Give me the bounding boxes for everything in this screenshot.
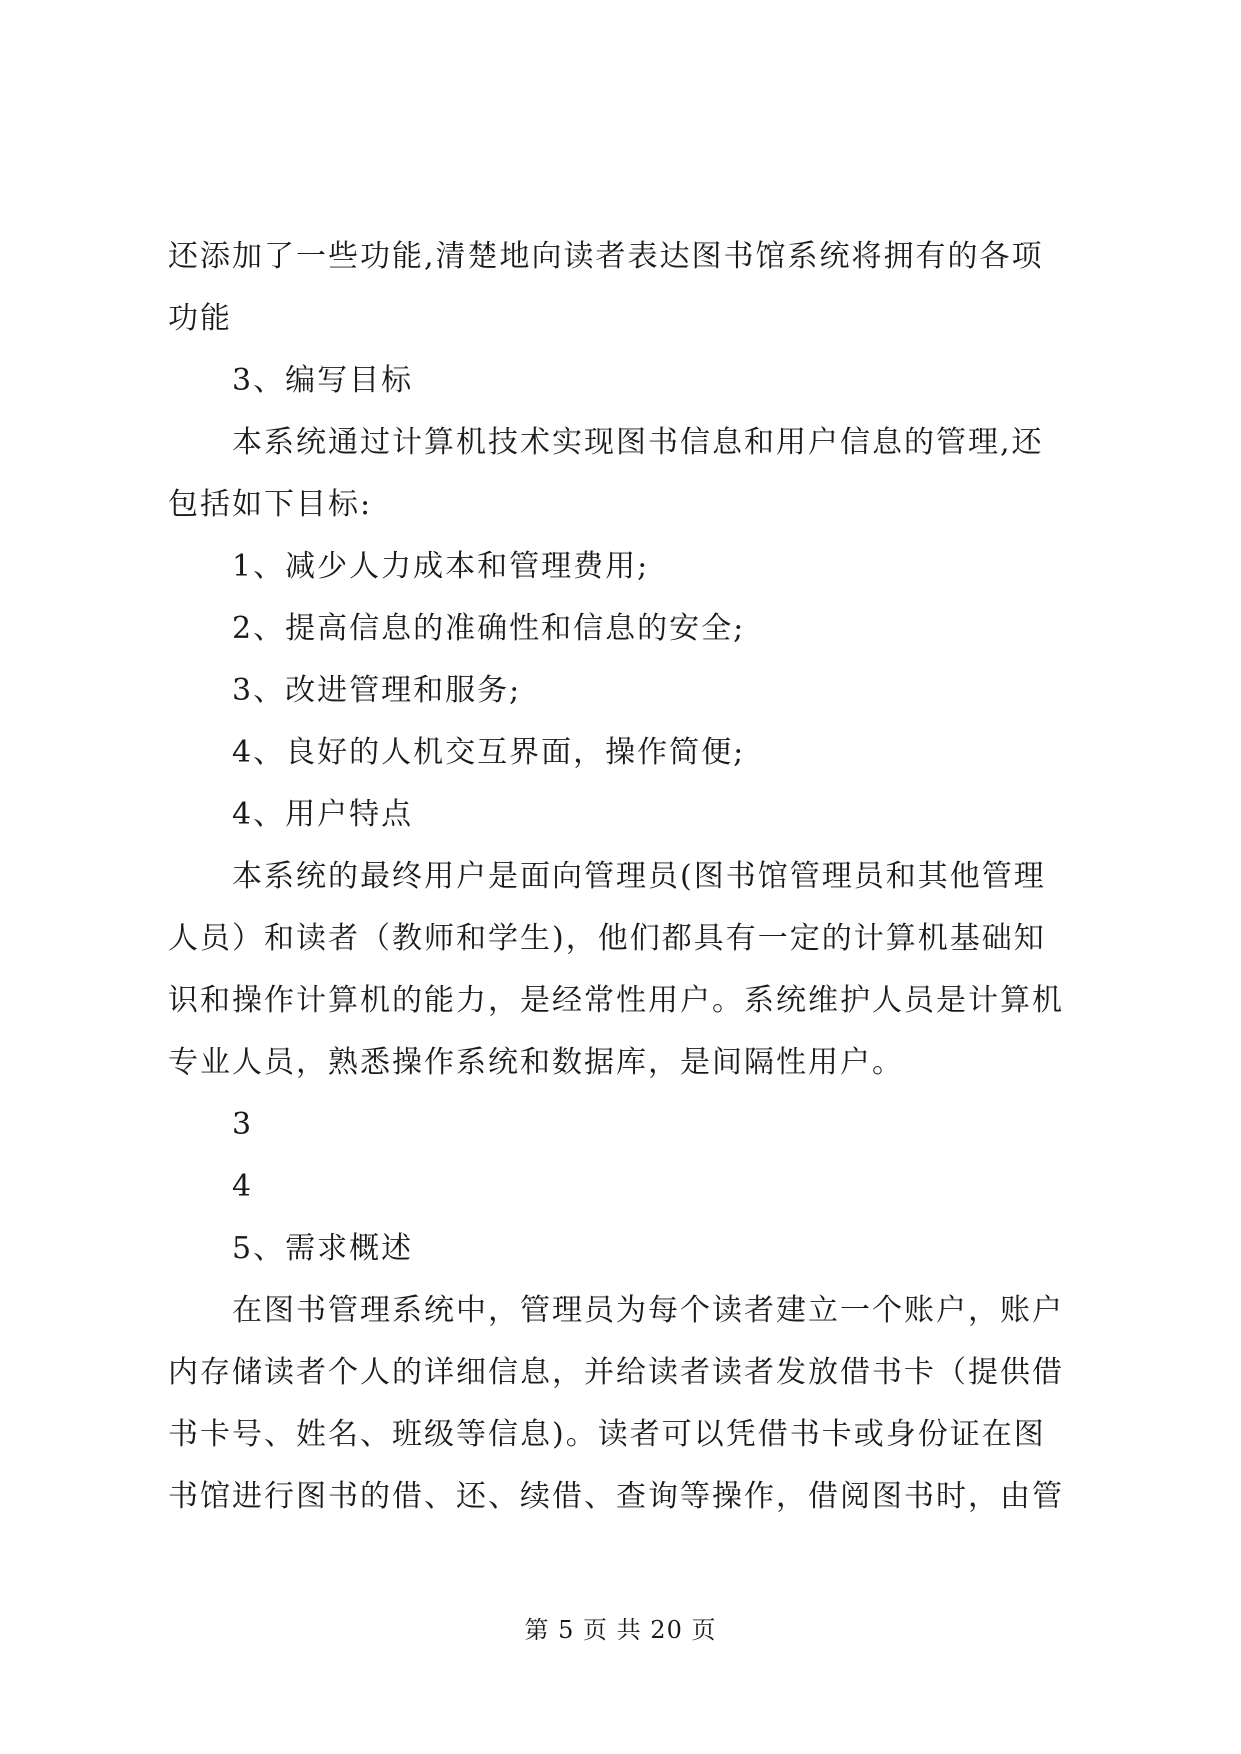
text-line: 书卡号、姓名、班级等信息)。读者可以凭借书卡或身份证在图 [168,1417,1046,1452]
text-line: 专业人员，熟悉操作系统和数据库，是间隔性用户。 [168,1045,904,1080]
text-line: 在图书管理系统中，管理员为每个读者建立一个账户，账户 [232,1293,1064,1328]
page-number-footer: 第 5 页 共 20 页 [524,1616,717,1644]
text-line: 本系统的最终用户是面向管理员(图书馆管理员和其他管理 [232,859,1046,894]
text-line: 内存储读者个人的详细信息，并给读者读者发放借书卡（提供借 [168,1355,1064,1390]
text-line: 本系统通过计算机技术实现图书信息和用户信息的管理,还 [232,425,1044,460]
section-heading: 5、需求概述 [232,1231,414,1266]
text-line: 功能 [168,301,232,336]
list-item: 4、良好的人机交互界面，操作简便; [232,735,746,770]
text-line: 包括如下目标: [168,487,373,522]
text-line: 书馆进行图书的借、还、续借、查询等操作，借阅图书时，由管 [168,1479,1064,1514]
text-line: 人员）和读者（教师和学生)，他们都具有一定的计算机基础知 [168,921,1046,956]
list-item: 2、提高信息的准确性和信息的安全; [232,611,746,646]
section-heading: 4、用户特点 [232,797,414,832]
list-item: 1、减少人力成本和管理费用; [232,549,650,584]
text-line: 识和操作计算机的能力，是经常性用户。系统维护人员是计算机 [168,983,1064,1018]
document-body [168,226,1088,1528]
list-item: 3、改进管理和服务; [232,673,522,708]
text-line: 3 [232,1107,254,1142]
section-heading: 3、编写目标 [232,363,414,398]
text-line: 4 [232,1169,254,1204]
text-line: 还添加了一些功能,清楚地向读者表达图书馆系统将拥有的各项 [168,239,1044,274]
